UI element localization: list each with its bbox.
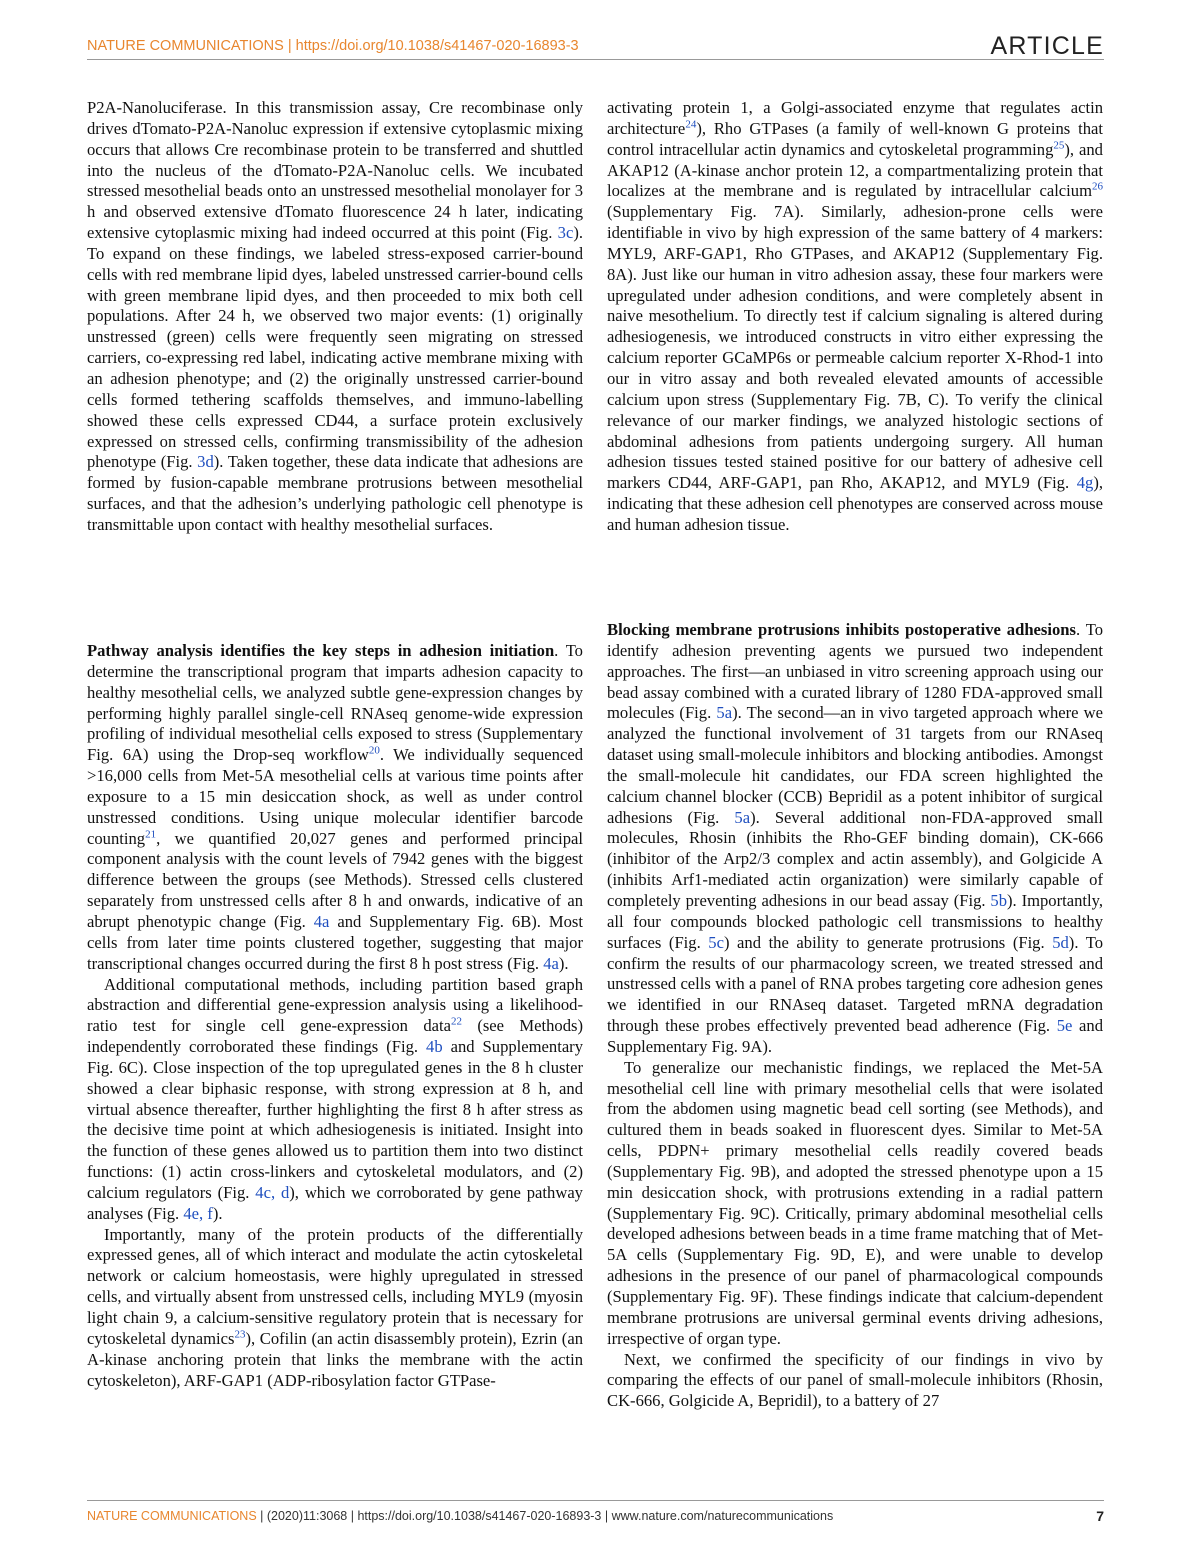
figure-link[interactable]: 4e, f — [183, 1203, 213, 1223]
header-separator: | — [283, 38, 296, 54]
reference-link[interactable]: 21 — [145, 828, 157, 841]
page-number: 7 — [1096, 1508, 1104, 1524]
figure-link[interactable]: 5e — [1056, 1016, 1073, 1036]
figure-link[interactable]: 4b — [426, 1037, 443, 1057]
figure-link[interactable]: 4c, d — [255, 1182, 290, 1202]
footer-journal-name: NATURE COMMUNICATIONS — [87, 1509, 257, 1523]
reference-link[interactable]: 26 — [1092, 180, 1103, 193]
right-column-bottom — [607, 620, 1103, 1412]
footer-divider — [87, 1500, 1104, 1501]
reference-link[interactable]: 24 — [685, 118, 697, 131]
paragraph: Blocking membrane protrusions inhibits postoperative adhesions. To identify adhesion preventing agents we pursued two independent approaches. The first—an unbiased in vitro screening approach using our bead assay combined with a curated library of 1280 FDA-approved small molecules (Fig. 5a). The second—an in vivo targeted approach where we analyzed the functional involvement of 31 targets from our RNAseq dataset using small-molecule inhibitors and blocking antibodies. Amongst the small-molecule hit candidates, our FDA screen highlighted the calcium channel blocker (CCB) Bepridil as a potent inhibitor of surgical adhesions (Fig. 5a). Several additional non-FDA-approved small molecules, Rhosin (inhibits the Rho-GEF binding domain), CK-666 (inhibitor of the Arp2/3 complex and actin assembly), and Golgicide A (inhibits Arf1-mediated actin organization) were similarly capable of completely preventing adhesions in our bead assay (Fig. 5b). Importantly, all four compounds blocked pathologic cell transmissions to healthy surfaces (Fig. 5c) and the ability to generate protrusions (Fig. 5d). To confirm the results of our pharmacology screen, we treated stressed and unstressed cells with a panel of RNA probes targeting core adhesion genes we identified in our RNAseq dataset. Targeted mRNA degradation through these probes effectively prevented bead adherence (Fig. 5e and Supplementary Fig. 9A). — [607, 620, 1104, 1056]
header-doi-link[interactable]: https://doi.org/10.1038/s41467-020-16893-3 — [295, 38, 579, 54]
paragraph: Next, we confirmed the specificity of our findings in vivo by comparing the effects of our panel of small-molecule inhibitors (Rhosin, CK-666, Golgicide A, Bepridil), to a battery of 27 — [607, 1349, 1103, 1411]
right-column-top — [607, 98, 1103, 536]
footer-citation — [87, 1509, 833, 1523]
left-column-top — [87, 98, 583, 536]
paragraph: P2A-Nanoluciferase. In this transmission assay, Cre recombinase only drives dTomato-P2A-Nanoluc expression if extensive cytoplasmic mixing occurs that allows Cre recombinase protein to be transferred and shuttled into the nucleus of the dTomato-P2A-Nanoluc cells. We incubated stressed mesothelial beads onto an unstressed mesothelial monolayer for 3 h and observed extensive dTomato fluorescence 24 h later, indicating extensive cytoplasmic mixing had indeed occurred at this point (Fig. 3c). To expand on these findings, we labeled stress-exposed carrier-bound cells with red membrane lipid dyes, labeled unstressed carrier-bound cells with green membrane lipid dyes, and then proceeded to mix both cell populations. After 24 h, we observed two major events: (1) originally unstressed (green) cells were frequently seen migrating on stressed carriers, co-expressing red label, indicating active membrane mixing with an adhesion phenotype; and (2) the originally unstressed carrier-bound cells formed tethering scaffolds themselves, and immuno-labelling showed these cells expressed CD44, a surface protein exclusively expressed on stressed cells, confirming transmissibility of the adhesion phenotype (Fig. 3d). Taken together, these data indicate that adhesions are formed by fusion-capable membrane protrusions between mesothelial surfaces, and that the adhesion’s underlying pathologic cell phenotype is transmittable upon contact with healthy mesothelial surfaces. — [87, 98, 583, 534]
header-journal-name: NATURE COMMUNICATIONS — [87, 38, 284, 54]
figure-link[interactable]: 5a — [734, 807, 751, 827]
figure-link[interactable]: 4a — [543, 953, 559, 973]
figure-link[interactable]: 5b — [990, 890, 1007, 910]
figure-link[interactable]: 4a — [313, 911, 330, 931]
paragraph: Pathway analysis identifies the key steps in adhesion initiation. To determine the transcriptional program that imparts adhesion capacity to healthy mesothelial cells, we analyzed subtle gene-expression changes by performing highly parallel single-cell RNAseq genome-wide expression profiling of individual mesothelial cells exposed to stress (Supplementary Fig. 6A) using the Drop-seq workflow$^{20}$. We individually sequenced >16,000 cells from Met-5A mesothelial cells at various time points after exposure to a 15 min desiccation shock, as well as under control unstressed conditions. Using unique molecular identifier barcode counting$^{21}$, we quantified 20,027 genes and performed principal component analysis with the count levels of 7942 genes with the biggest difference between the groups (see Methods). Stressed cells clustered separately from unstressed cells after 8 h and onwards, indicative of an abrupt phenotypic change (Fig. 4a and Supplementary Fig. 6B). Most cells from later time points clustered together, suggesting that major transcriptional changes occurred during the first 8 h post stress (Fig. 4a). — [87, 641, 583, 973]
header-citation — [87, 38, 579, 54]
figure-link[interactable]: 3d — [197, 452, 214, 472]
reference-link[interactable]: 20 — [368, 744, 380, 757]
figure-link[interactable]: 4g — [1076, 473, 1094, 493]
reference-link[interactable]: 23 — [234, 1328, 246, 1341]
paragraph: activating protein 1, a Golgi-associated enzyme that regulates actin architecture$^{24}$), Rho GTPases (a family of well-known G proteins that control intracellular actin dynamics and cytoskeletal programming$^{25}$), and AKAP12 (A-kinase anchor protein 12, a compartmentalizing protein that localizes at the membrane and is regulated by intracellular calcium$^{26}$ (Supplementary Fig. 7A). Similarly, adhesion-prone cells were identifiable in vivo by high expression of the same battery of 4 markers: MYL9, ARF-GAP1, Rho GTPases, and AKAP12 (Supplementary Fig. 8A). Just like our human in vitro adhesion assay, these four markers were upregulated under adhesion conditions, and were completely absent in naive mesothelium. To directly test if calcium signaling is altered during adhesiogenesis, we introduced constructs in vitro either expressing the calcium reporter GCaMP6s or permeable calcium reporter X-Rhod-1 into our in vitro assay and both revealed elevated amounts of accessible calcium upon stress (Supplementary Fig. 7B, C). To verify the clinical relevance of our marker findings, we analyzed histologic sections of abdominal adhesions from patients undergoing surgery. All human adhesion tissues tested stained positive for our battery of adhesive cell markers CD44, ARF-GAP1, pan Rho, AKAP12, and MYL9 (Fig. 4g), indicating that these adhesion cell phenotypes are conserved across mouse and human adhesion tissue. — [607, 98, 1103, 534]
paragraph: Additional computational methods, including partition based graph abstraction and differential gene-expression analysis using a likelihood-ratio test for single cell gene-expression data$^{22}$ (see Methods) independently corroborated these findings (Fig. 4b and Supplementary Fig. 6C). Close inspection of the top upregulated genes in the 8 h cluster showed a clear biphasic response, with strong expression at 8 h, and virtual absence thereafter, further highlighting the first 8 h after stress as the decisive time point at which adhesiogenesis is initiated. Insight into the function of these genes allowed us to partition them into two distinct functions: (1) actin cross-linkers and cytoskeletal modulators, and (2) calcium regulators (Fig. 4c, d), which we corroborated by gene pathway analyses (Fig. 4e, f). — [87, 974, 584, 1223]
figure-link[interactable]: 5a — [716, 703, 733, 723]
running-header — [87, 32, 1104, 64]
section-heading: Pathway analysis identifies the key steps in adhesion initiation — [87, 641, 555, 660]
reference-link[interactable]: 25 — [1053, 139, 1065, 152]
figure-link[interactable]: 3c — [557, 223, 574, 243]
figure-link[interactable]: 5d — [1052, 932, 1069, 952]
figure-link[interactable]: 5c — [708, 932, 724, 952]
reference-link[interactable]: 22 — [450, 1015, 462, 1028]
article-type-label: ARTICLE — [990, 32, 1104, 60]
running-footer — [87, 1500, 1104, 1524]
header-divider — [87, 59, 1104, 60]
section-heading: Blocking membrane protrusions inhibits postoperative adhesions — [607, 620, 1076, 639]
left-column-bottom — [87, 641, 583, 1391]
paragraph: To generalize our mechanistic findings, we replaced the Met-5A mesothelial cell line with primary mesothelial cells that were isolated from the abdomen using magnetic bead cell sorting (see Methods), and cultured them in beads soaked in fluorescent dyes. Similar to Met-5A cells, PDPN+ primary mesothelial cells readily covered beads (Supplementary Fig. 9B), and adopted the stressed phenotype upon a 15 min desiccation shock, with protrusions extending in a radial pattern (Supplementary Fig. 9C). Critically, primary abdominal mesothelial cells developed adhesions between beads in a time frame matching that of Met-5A cells (Supplementary Fig. 9D, E), and were unable to develop adhesions in the presence of our panel of pharmacological compounds (Supplementary Fig. 9F). These findings indicate that calcium-dependent membrane protrusions are universal germinal events driving adhesions, irrespective of organ type. — [607, 1057, 1103, 1348]
footer-citation-text: | (2020)11:3068 | https://doi.org/10.1038/s41467-020-16893-3 | www.nature.com/naturecommunications — [256, 1509, 834, 1523]
paragraph: Importantly, many of the protein products of the differentially expressed genes, all of which interact and modulate the actin cytoskeletal network or calcium homeostasis, were highly upregulated in stressed cells, and virtually absent from unstressed cells, including MYL9 (myosin light chain 9, a calcium-sensitive regulatory protein that is necessary for cytoskeletal dynamics$^{23}$), Cofilin (an actin disassembly protein), Ezrin (an A-kinase anchoring protein that links the membrane with the actin cytoskeleton), ARF-GAP1 (ADP-ribosylation factor GTPase- — [87, 1224, 583, 1390]
